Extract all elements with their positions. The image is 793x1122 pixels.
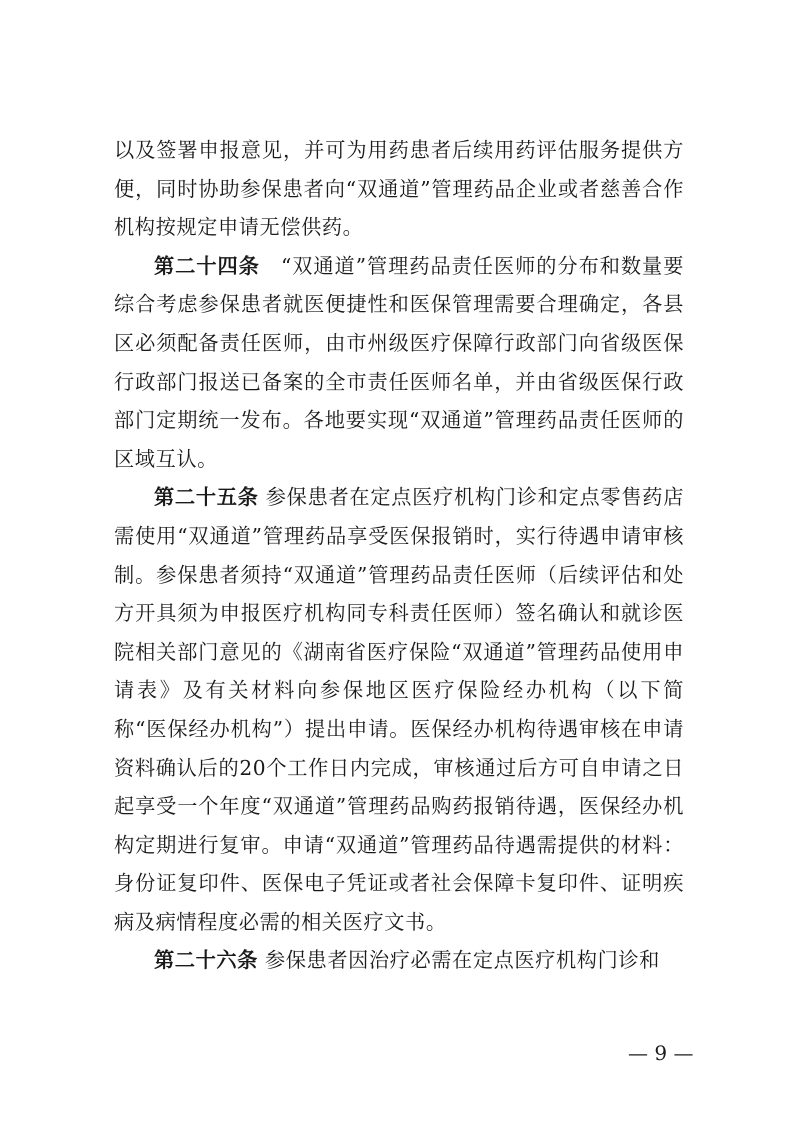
article-number: 第二十五条 [154, 485, 259, 510]
page-number: — 9 — [628, 1041, 694, 1065]
paragraph-article-26 [114, 941, 684, 980]
paragraph-article-25 [114, 478, 684, 941]
article-number: 第二十六条 [154, 948, 258, 973]
article-number: 第二十四条 [154, 253, 260, 278]
document-body [114, 131, 684, 980]
paragraph-text: 以及签署申报意见，并可为用药患者后续用药评估服务提供方便，同时协助参保患者向“双通道”管理药品企业或者慈善合作机构按规定申请无偿供药。 [114, 138, 684, 240]
paragraph-continuation [114, 131, 684, 247]
paragraph-text: 参保患者因治疗必需在定点医疗机构门诊和 [257, 948, 660, 973]
paragraph-article-24 [114, 247, 684, 479]
paragraph-text: “双通道”管理药品责任医师的分布和数量要综合考虑参保患者就医便捷性和医保管理需要合理确定，各县区必须配备责任医师，由市州级医疗保障行政部门向省级医保行政部门报送已备案的全市责任医师名单，并由省级医保行政部门定期统一发布。各地要实现“双通道”管理药品责任医师的区域互认。 [114, 253, 684, 471]
paragraph-text: 参保患者在定点医疗机构门诊和定点零售药店需使用“双通道”管理药品享受医保报销时，实行待遇申请审核制。参保患者须持“双通道”管理药品责任医师（后续评估和处方开具须为申报医疗机构同专科责任医师）签名确认和就诊医院相关部门意见的《湖南省医疗保险“双通道”管理药品使用申请表》及有关材料向参保地区医疗保险经办机构（以下简称“医保经办机构”）提出申请。医保经办机构待遇审核在申请资料确认后的20个工作日内完成，审核通过后方可自申请之日起享受一个年度“双通道”管理药品购药报销待遇，医保经办机构定期进行复审。申请“双通道”管理药品待遇需提供的材料：身份证复印件、医保电子凭证或者社会保障卡复印件、证明疾病及病情程度必需的相关医疗文书。 [114, 485, 684, 934]
